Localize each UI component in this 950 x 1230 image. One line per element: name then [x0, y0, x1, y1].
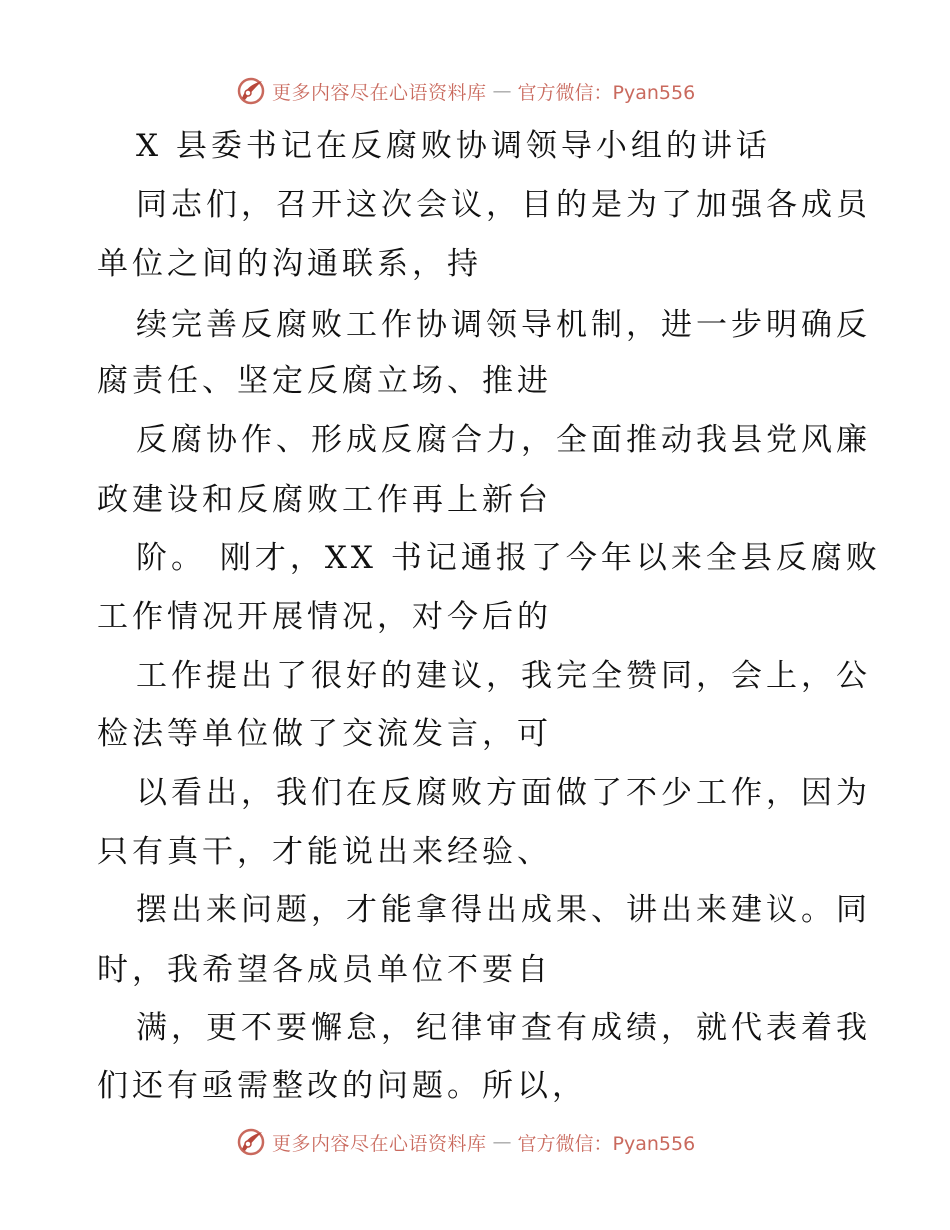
- watermark-wechat: 官方微信：Pyan556: [517, 81, 696, 104]
- paragraph-line: 续完善反腐败工作协调领导机制，进一步明确反: [136, 307, 871, 343]
- paragraph-line: 腐责任、坚定反腐立场、推进: [97, 363, 552, 399]
- brand-logo-icon: [236, 1127, 266, 1157]
- watermark-separator: —: [492, 1131, 512, 1153]
- footer-watermark: [236, 1125, 695, 1159]
- paragraph-line: 摆出来问题，才能拿得出成果、讲出来建议。同: [136, 892, 871, 928]
- paragraph-line: 检法等单位做了交流发言，可: [97, 716, 552, 752]
- watermark-text: 更多内容尽在心语资料库: [272, 81, 487, 104]
- watermark-separator: —: [492, 80, 512, 102]
- paragraph-line: 们还有亟需整改的问题。所以，: [97, 1068, 587, 1104]
- paragraph-line: 单位之间的沟通联系，持: [97, 246, 482, 282]
- paragraph-line: 同志们，召开这次会议，目的是为了加强各成员: [136, 187, 871, 223]
- watermark-wechat: 官方微信：Pyan556: [517, 1132, 696, 1155]
- paragraph-line: 时，我希望各成员单位不要自: [97, 952, 552, 988]
- watermark-text: 更多内容尽在心语资料库: [272, 1132, 487, 1155]
- paragraph-line: 以看出，我们在反腐败方面做了不少工作，因为: [136, 775, 871, 811]
- paragraph-line: 满，更不要懈怠，纪律审查有成绩，就代表着我: [136, 1010, 871, 1046]
- paragraph-line: 工作情况开展情况，对今后的: [97, 599, 552, 635]
- document-title: X 县委书记在反腐败协调领导小组的讲话: [136, 128, 771, 164]
- paragraph-line: 政建设和反腐败工作再上新台: [97, 482, 552, 518]
- paragraph-line: 工作提出了很好的建议，我完全赞同，会上，公: [136, 658, 871, 694]
- brand-logo-icon: [236, 76, 266, 106]
- paragraph-line: 只有真干，才能说出来经验、: [97, 834, 552, 870]
- paragraph-line: 阶。 刚才，XX 书记通报了今年以来全县反腐败: [136, 540, 881, 576]
- header-watermark: [236, 74, 695, 108]
- paragraph-line: 反腐协作、形成反腐合力，全面推动我县党风廉: [136, 422, 871, 458]
